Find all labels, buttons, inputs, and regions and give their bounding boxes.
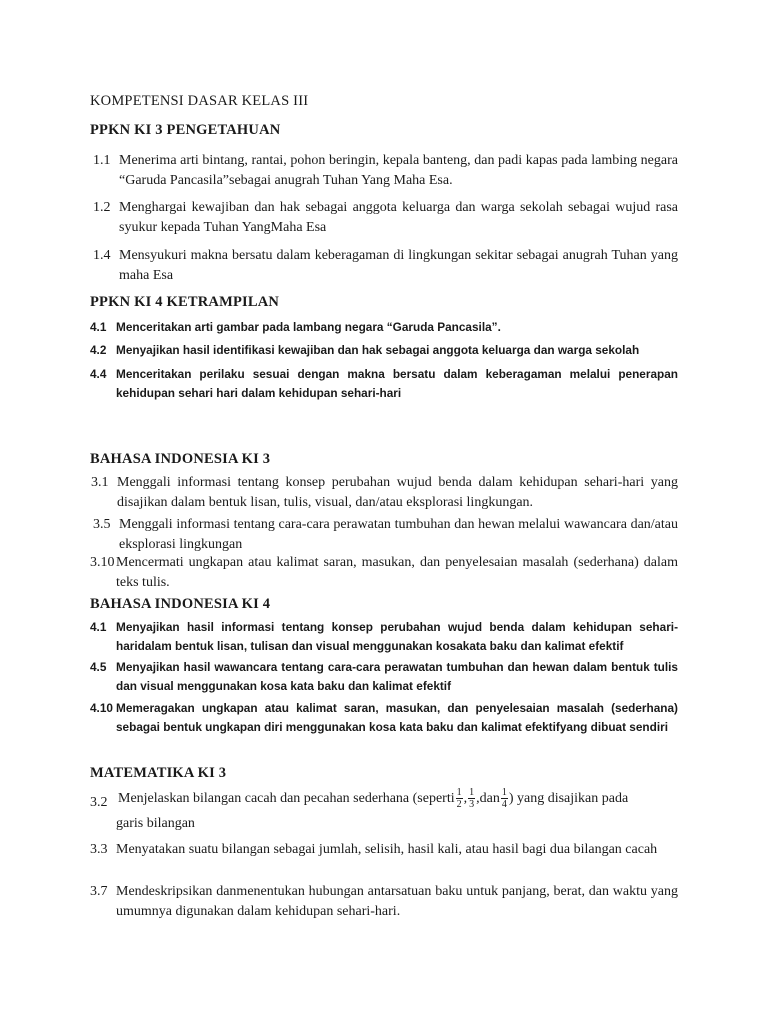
item-number: 3.7 xyxy=(90,884,108,899)
item-text-continued: garis bilangan xyxy=(116,816,195,831)
list-item xyxy=(93,198,678,238)
list-item xyxy=(90,618,678,656)
item-text: Mensyukuri makna bersatu dalam keberagaman di lingkungan sekitar sebagai anugrah Tuhan yang maha Esa xyxy=(119,248,678,283)
item-text: Menjelaskan bilangan cacah dan pecahan sederhana (seperti xyxy=(118,791,455,806)
item-text: Mencermati ungkapan atau kalimat saran, masukan, dan penyelesaian masalah (sederhana) dalam teks tulis. xyxy=(116,555,678,590)
item-number: 3.1 xyxy=(91,475,109,490)
item-text: Menghargai kewajiban dan hak sebagai anggota keluarga dan warga sekolah sebagai wujud rasa syukur kepada Tuhan YangMaha Esa xyxy=(119,200,678,235)
list-item xyxy=(93,246,678,286)
document-title: KOMPETENSI DASAR KELAS III xyxy=(90,93,309,109)
item-number: 1.2 xyxy=(93,200,111,215)
fraction-one-quarter: $\frac{1}{4}$ xyxy=(501,787,507,811)
section-heading-bahasa-ki3: BAHASA INDONESIA KI 3 xyxy=(90,451,271,467)
section-heading-bahasa-ki4: BAHASA INDONESIA KI 4 xyxy=(90,596,271,612)
item-text: Menyajikan hasil wawancara tentang cara-cara perawatan tumbuhan dan hewan dalam bentuk tulis dan visual menggunakan kosa kata baku dan kalimat efektif xyxy=(116,660,678,693)
item-text: Menerima arti bintang, rantai, pohon beringin, kepala banteng, dan padi kapas pada lambing negara “Garuda Pancasila”sebagai anugrah Tuhan Yang Maha Esa. xyxy=(119,153,678,188)
fraction-one-third: $\frac{1}{3}$ xyxy=(469,787,475,811)
list-item xyxy=(90,553,678,593)
item-number: 4.5 xyxy=(90,660,107,674)
list-item xyxy=(90,699,678,737)
list-item xyxy=(93,515,678,555)
item-number: 4.2 xyxy=(90,343,107,357)
item-text: Memeragakan ungkapan atau kalimat saran, masukan, dan penyelesaian masalah (sederhana) sebagai bentuk ungkapan diri menggunakan kosa kata baku dan kalimat efektifyang dibuat sendiri xyxy=(116,701,678,734)
item-text: Menyatakan suatu bilangan sebagai jumlah, selisih, hasil kali, atau hasil bagi dua bilangan cacah xyxy=(116,842,658,857)
item-number: 3.5 xyxy=(93,517,111,532)
item-text: Mendeskripsikan danmenentukan hubungan antarsatuan baku untuk panjang, berat, dan waktu yang umumnya digunakan dalam kehidupan sehari-hari. xyxy=(116,884,678,919)
list-item xyxy=(90,882,678,922)
list-item xyxy=(90,840,678,860)
item-number: 3.10 xyxy=(90,555,115,570)
item-text: Menyajikan hasil informasi tentang konsep perubahan wujud benda dalam kehidupan sehari-haridalam bentuk lisan, tulisan dan visual menggunakan kosakata baku dan kalimat efektif xyxy=(116,620,678,653)
item-number: 4.1 xyxy=(90,620,107,634)
item-number: 4.1 xyxy=(90,320,107,334)
list-item: 3.2 Menjelaskan bilangan cacah dan pecahan sederhana (seperti $\frac{1}{2}$ , $\frac{1}{3}$ ,dan $\frac{1}{4}$ ) yang disajikan pada garis bilangan xyxy=(90,786,678,834)
item-text: Menggali informasi tentang cara-cara perawatan tumbuhan dan hewan melalui wawancara dan/atau eksplorasi lingkungan xyxy=(119,517,678,552)
item-text: Menggali informasi tentang konsep perubahan wujud benda dalam kehidupan sehari-hari yang disajikan dalam bentuk lisan, tulis, visual, dan/atau eksplorasi lingkungan. xyxy=(117,475,678,510)
item-text: Menyajikan hasil identifikasi kewajiban dan hak sebagai anggota keluarga dan warga sekolah xyxy=(116,343,640,357)
item-number: 1.1 xyxy=(93,153,111,168)
list-item xyxy=(91,473,678,513)
fraction-one-half: $\frac{1}{2}$ xyxy=(456,787,462,811)
section-heading-ppkn-ki4: PPKN KI 4 KETRAMPILAN xyxy=(90,294,280,310)
item-number: 4.10 xyxy=(90,701,113,715)
list-item xyxy=(90,658,678,696)
list-item xyxy=(90,318,678,337)
item-number: 3.3 xyxy=(90,842,108,857)
item-number: 3.2 xyxy=(90,795,108,810)
section-heading-matematika-ki3: MATEMATIKA KI 3 xyxy=(90,765,227,781)
list-item xyxy=(90,341,678,360)
item-number: 4.4 xyxy=(90,367,107,381)
list-item xyxy=(93,151,678,191)
list-item xyxy=(90,365,678,403)
item-number: 1.4 xyxy=(93,248,111,263)
section-heading-ppkn-ki3: PPKN KI 3 PENGETAHUAN xyxy=(90,122,281,138)
item-text: Menceritakan perilaku sesuai dengan makna bersatu dalam keberagaman melalui penerapan kehidupan sehari hari dalam kehidupan sehari-hari xyxy=(116,367,678,400)
item-text: Menceritakan arti gambar pada lambang negara “Garuda Pancasila”. xyxy=(116,320,501,334)
